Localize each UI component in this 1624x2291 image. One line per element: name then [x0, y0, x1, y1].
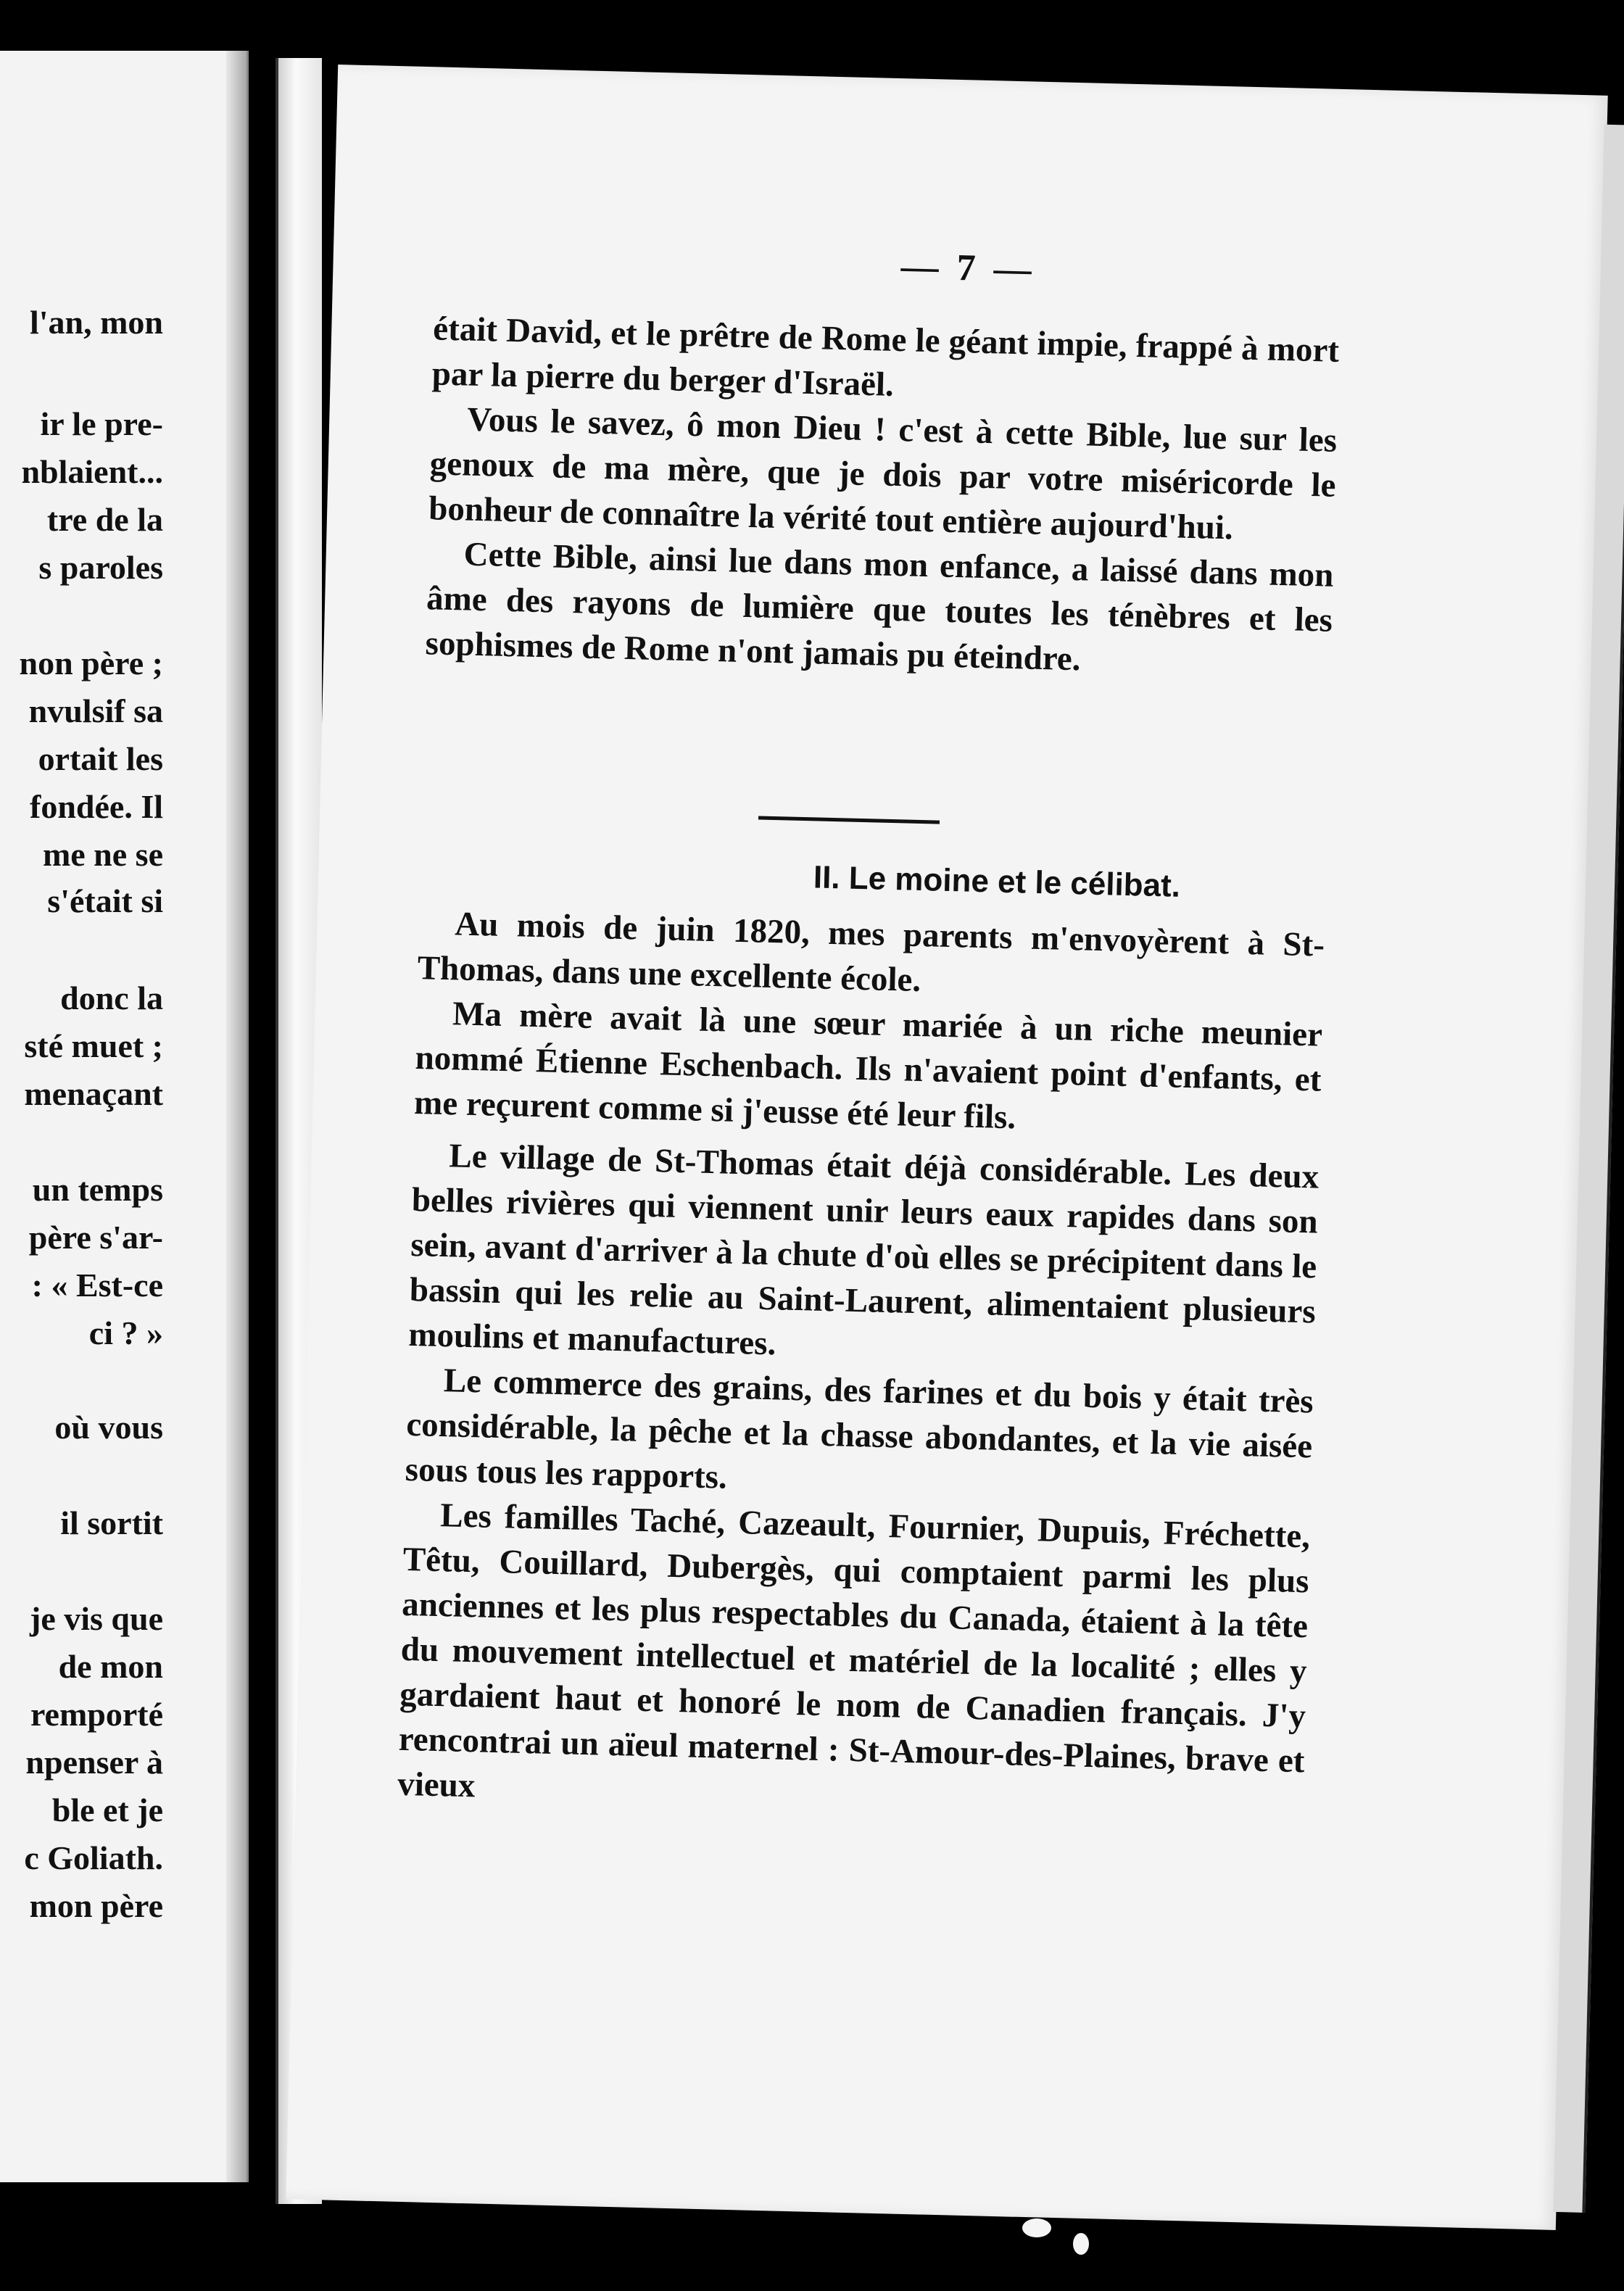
- paragraph: Le village de St-Thomas était déjà considérable. Les deux belles rivières qui viennent unir leurs eaux rapides dans son sein, avant d'arriver à la chute d'où elles se précipitent dans le bassin qui les relie au Saint-Laurent, alimentaient plusieurs moulins et manufactures.: [407, 1137, 1320, 1363]
- paragraph: Les familles Taché, Cazeault, Fournier, Dupuis, Fréchette, Têtu, Couillard, Dubergès, qui comptaient parmi les plus anciennes et les plus respectables du Canada, étaient à la tête du mouvement intellectuel et matériel de la localité ; elles y gardaient haut et honoré le nom de Canadien français. J'y rencontrai un aïeul maternel : St-Amour-des-Plaines, brave et vieux: [397, 1496, 1311, 1805]
- left-page-line: ir le pre-: [40, 405, 163, 442]
- left-page-line: mon père: [29, 1887, 163, 1924]
- left-page-line: il sortit: [60, 1504, 163, 1541]
- left-page-line: non père ;: [19, 645, 163, 682]
- left-page-line: nblaient...: [21, 453, 163, 490]
- left-page: [0, 51, 249, 2182]
- left-page-line: ortait les: [38, 740, 163, 777]
- left-page-line: l'an, mon: [29, 304, 163, 341]
- left-page-line: c Goliath.: [24, 1839, 163, 1876]
- left-page-line: menaçant: [24, 1075, 163, 1112]
- left-page-line: je vis que: [30, 1600, 163, 1637]
- paragraph: Cette Bible, ainsi lue dans mon enfance, a laissé dans mon âme des rayons de lumière que toutes les ténèbres et les sophismes de Rome n'ont jamais pu éteindre.: [425, 535, 1335, 679]
- left-page-line: : « Est-ce: [31, 1267, 163, 1304]
- paragraph: Au mois de juin 1820, mes parents m'envoyèrent à St-Thomas, dans une excellente école.: [417, 905, 1325, 1000]
- section-separator: [758, 816, 940, 824]
- left-page-line: nvulsif sa: [28, 692, 163, 729]
- paragraph: Le commerce des grains, des farines et du bois y était très considérable, la pêche et la chasse abondantes, et la vie aisée sous tous les rapports.: [405, 1362, 1314, 1496]
- left-page-line: où vous: [54, 1409, 163, 1446]
- left-page-line: tre de la: [46, 501, 163, 538]
- left-page-line: me ne se: [42, 836, 163, 873]
- left-page-line: fondée. Il: [30, 788, 163, 825]
- left-page-line: npenser à: [25, 1744, 163, 1781]
- scan-artifact: [1022, 2218, 1051, 2237]
- page-number: — 7 —: [900, 246, 1037, 291]
- paragraph: Ma mère avait là une sœur mariée à un riche meunier nommé Étienne Eschenbach. Ils n'avaient point d'enfants, et me reçurent comme si j'eusse été leur fils.: [413, 995, 1323, 1137]
- paragraph: Vous le savez, ô mon Dieu ! c'est à cette Bible, lue sur les genoux de ma mère, que je dois par votre miséricorde le bonheur de connaître la vérité tout entière aujourd'hui.: [428, 400, 1338, 547]
- left-page-line: un temps: [32, 1171, 163, 1208]
- left-page-line: père s'ar-: [28, 1219, 163, 1256]
- left-page-line: ci ? »: [88, 1314, 163, 1351]
- left-page-line: ble et je: [51, 1791, 163, 1828]
- section-one-text: [425, 306, 1340, 687]
- left-page-line: de mon: [58, 1648, 163, 1685]
- scan-artifact: [1073, 2233, 1089, 2255]
- left-page-line: remporté: [30, 1696, 163, 1733]
- section-heading: II. Le moine et le célibat.: [813, 859, 1181, 904]
- left-page-line: donc la: [60, 979, 163, 1016]
- left-page-line: s'était si: [47, 882, 163, 919]
- left-page-gutter: [226, 51, 246, 2182]
- right-page: [286, 65, 1607, 2230]
- paragraph: était David, et le prêtre de Rome le géant impie, frappé à mort par la pierre du berger d'Israël.: [431, 310, 1340, 404]
- left-page-line: sté muet ;: [24, 1027, 163, 1064]
- left-page-line: s paroles: [38, 549, 163, 586]
- section-two-text: [397, 900, 1325, 1828]
- page-edge: [1553, 125, 1624, 2213]
